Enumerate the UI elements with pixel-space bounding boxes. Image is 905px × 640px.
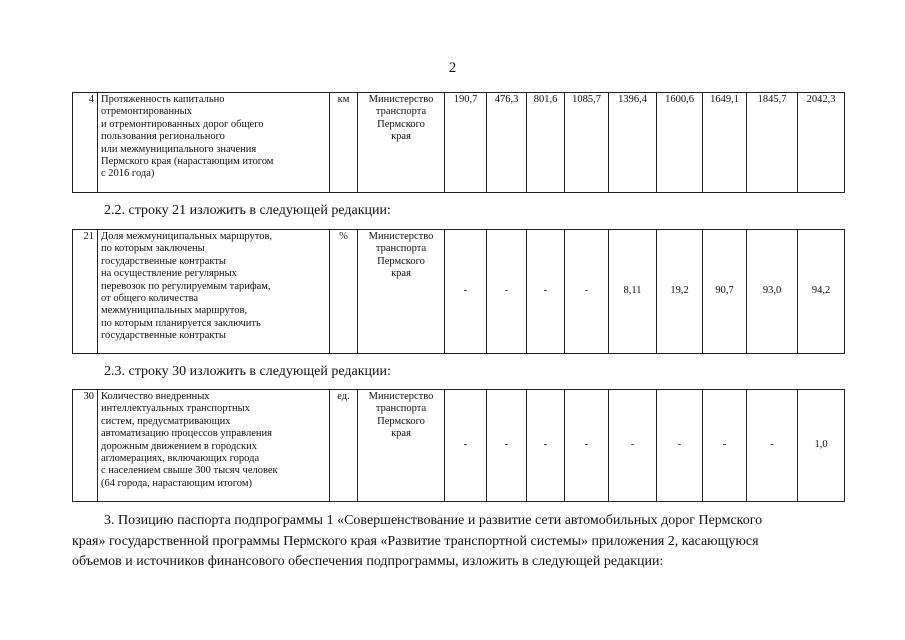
desc-line: по которым заключены [101, 243, 205, 255]
desc-line: отремонтированных [101, 106, 192, 118]
desc-line: с 2016 года) [101, 168, 155, 180]
value-cell: - [527, 390, 565, 502]
row-number: 4 [73, 93, 98, 193]
page-number: 2 [448, 60, 457, 76]
value-cell: - [657, 390, 703, 502]
responsible-org [358, 230, 445, 354]
value-cell: 93,0 [747, 230, 798, 354]
value-cell: - [445, 230, 487, 354]
paragraph-line: 3. Позицию паспорта подпрограммы 1 «Совершенствование и развитие сети автомобильных дорог Пермского [104, 513, 763, 528]
indicator-description [98, 390, 330, 502]
indicator-description [98, 230, 330, 354]
org-line: края [391, 131, 411, 143]
value-cell: - [747, 390, 798, 502]
value-cell: 1649,1 [703, 93, 747, 193]
desc-line: с населением свыше 300 тысяч человек [101, 465, 278, 477]
indicator-description [98, 93, 330, 193]
desc-line: государственные контракты [101, 255, 226, 267]
value-cell: 94,2 [798, 230, 845, 354]
desc-line: Протяженность капитально [101, 94, 225, 105]
value-cell: - [565, 390, 609, 502]
row-number: 21 [73, 230, 98, 354]
value-cell: 1,0 [798, 390, 845, 502]
desc-line: автоматизацию процессов управления [101, 428, 272, 440]
value-cell: - [609, 390, 657, 502]
org-line: транспорта [375, 403, 427, 415]
body-paragraph [72, 511, 848, 573]
value-cell: - [565, 230, 609, 354]
responsible-org [358, 93, 445, 193]
value-cell: 801,6 [527, 93, 565, 193]
value-cell: 2042,3 [798, 93, 845, 193]
row-30-table [72, 389, 845, 502]
desc-line: дорожным движением в городских [101, 440, 257, 452]
unit-cell: км [330, 93, 358, 193]
org-line: Министерство [368, 94, 434, 105]
value-cell: 1600,6 [657, 93, 703, 193]
desc-line: на осуществление регулярных [101, 268, 237, 280]
desc-line: агломерациях, включающих города [101, 453, 260, 465]
desc-line: по которым планируется заключить [101, 317, 261, 329]
paragraph-line: края» государственной программы Пермского края «Развитие транспортной системы» приложения 2, касающуюся [72, 533, 759, 549]
section-heading-2-3: 2.3. строку 30 изложить в следующей редакции: [104, 364, 391, 379]
desc-line: государственные контракты [101, 330, 226, 342]
value-cell: 19,2 [657, 230, 703, 354]
org-line: Пермского [377, 255, 425, 267]
paragraph-line: объемов и источников финансового обеспечения подпрограммы, изложить в следующей редакции: [72, 554, 664, 569]
desc-line: пользования регионального [101, 131, 225, 143]
row-4-table [72, 92, 845, 193]
row-number: 30 [73, 390, 98, 502]
desc-line: от общего количества [101, 293, 199, 305]
org-line: края [391, 268, 411, 280]
value-cell: 1845,7 [747, 93, 798, 193]
org-line: Министерство [368, 231, 434, 242]
value-cell: 190,7 [445, 93, 487, 193]
unit-cell: ед. [330, 390, 358, 502]
desc-line: или межмуниципального значения [101, 143, 257, 155]
row-21-table [72, 229, 845, 354]
org-line: транспорта [375, 243, 427, 255]
value-cell: 476,3 [487, 93, 527, 193]
desc-line: и отремонтированных дорог общего [101, 118, 264, 130]
desc-line: систем, предусматривающих [101, 415, 231, 427]
org-line: Пермского [377, 415, 425, 427]
org-line: Пермского [377, 118, 425, 130]
value-cell: - [527, 230, 565, 354]
value-cell: 1085,7 [565, 93, 609, 193]
desc-line: межмуниципальных маршрутов, [101, 305, 248, 317]
desc-line: Пермского края (нарастающим итогом [101, 156, 274, 168]
section-heading-2-2: 2.2. строку 21 изложить в следующей редакции: [104, 203, 391, 218]
org-line: Министерство [368, 391, 434, 402]
unit-cell: % [330, 230, 358, 354]
value-cell: 1396,4 [609, 93, 657, 193]
value-cell: 8,11 [609, 230, 657, 354]
desc-line: перевозок по регулируемым тарифам, [101, 280, 271, 292]
value-cell: - [487, 390, 527, 502]
value-cell: - [703, 390, 747, 502]
desc-line: Количество внедренных [101, 391, 210, 402]
responsible-org [358, 390, 445, 502]
org-line: края [391, 428, 411, 440]
org-line: транспорта [375, 106, 427, 118]
value-cell: - [445, 390, 487, 502]
value-cell: 90,7 [703, 230, 747, 354]
desc-line: интеллектуальных транспортных [101, 403, 250, 415]
desc-line: Доля межмуниципальных маршрутов, [101, 231, 273, 242]
value-cell: - [487, 230, 527, 354]
desc-line: (64 города, нарастающим итогом) [101, 477, 252, 489]
